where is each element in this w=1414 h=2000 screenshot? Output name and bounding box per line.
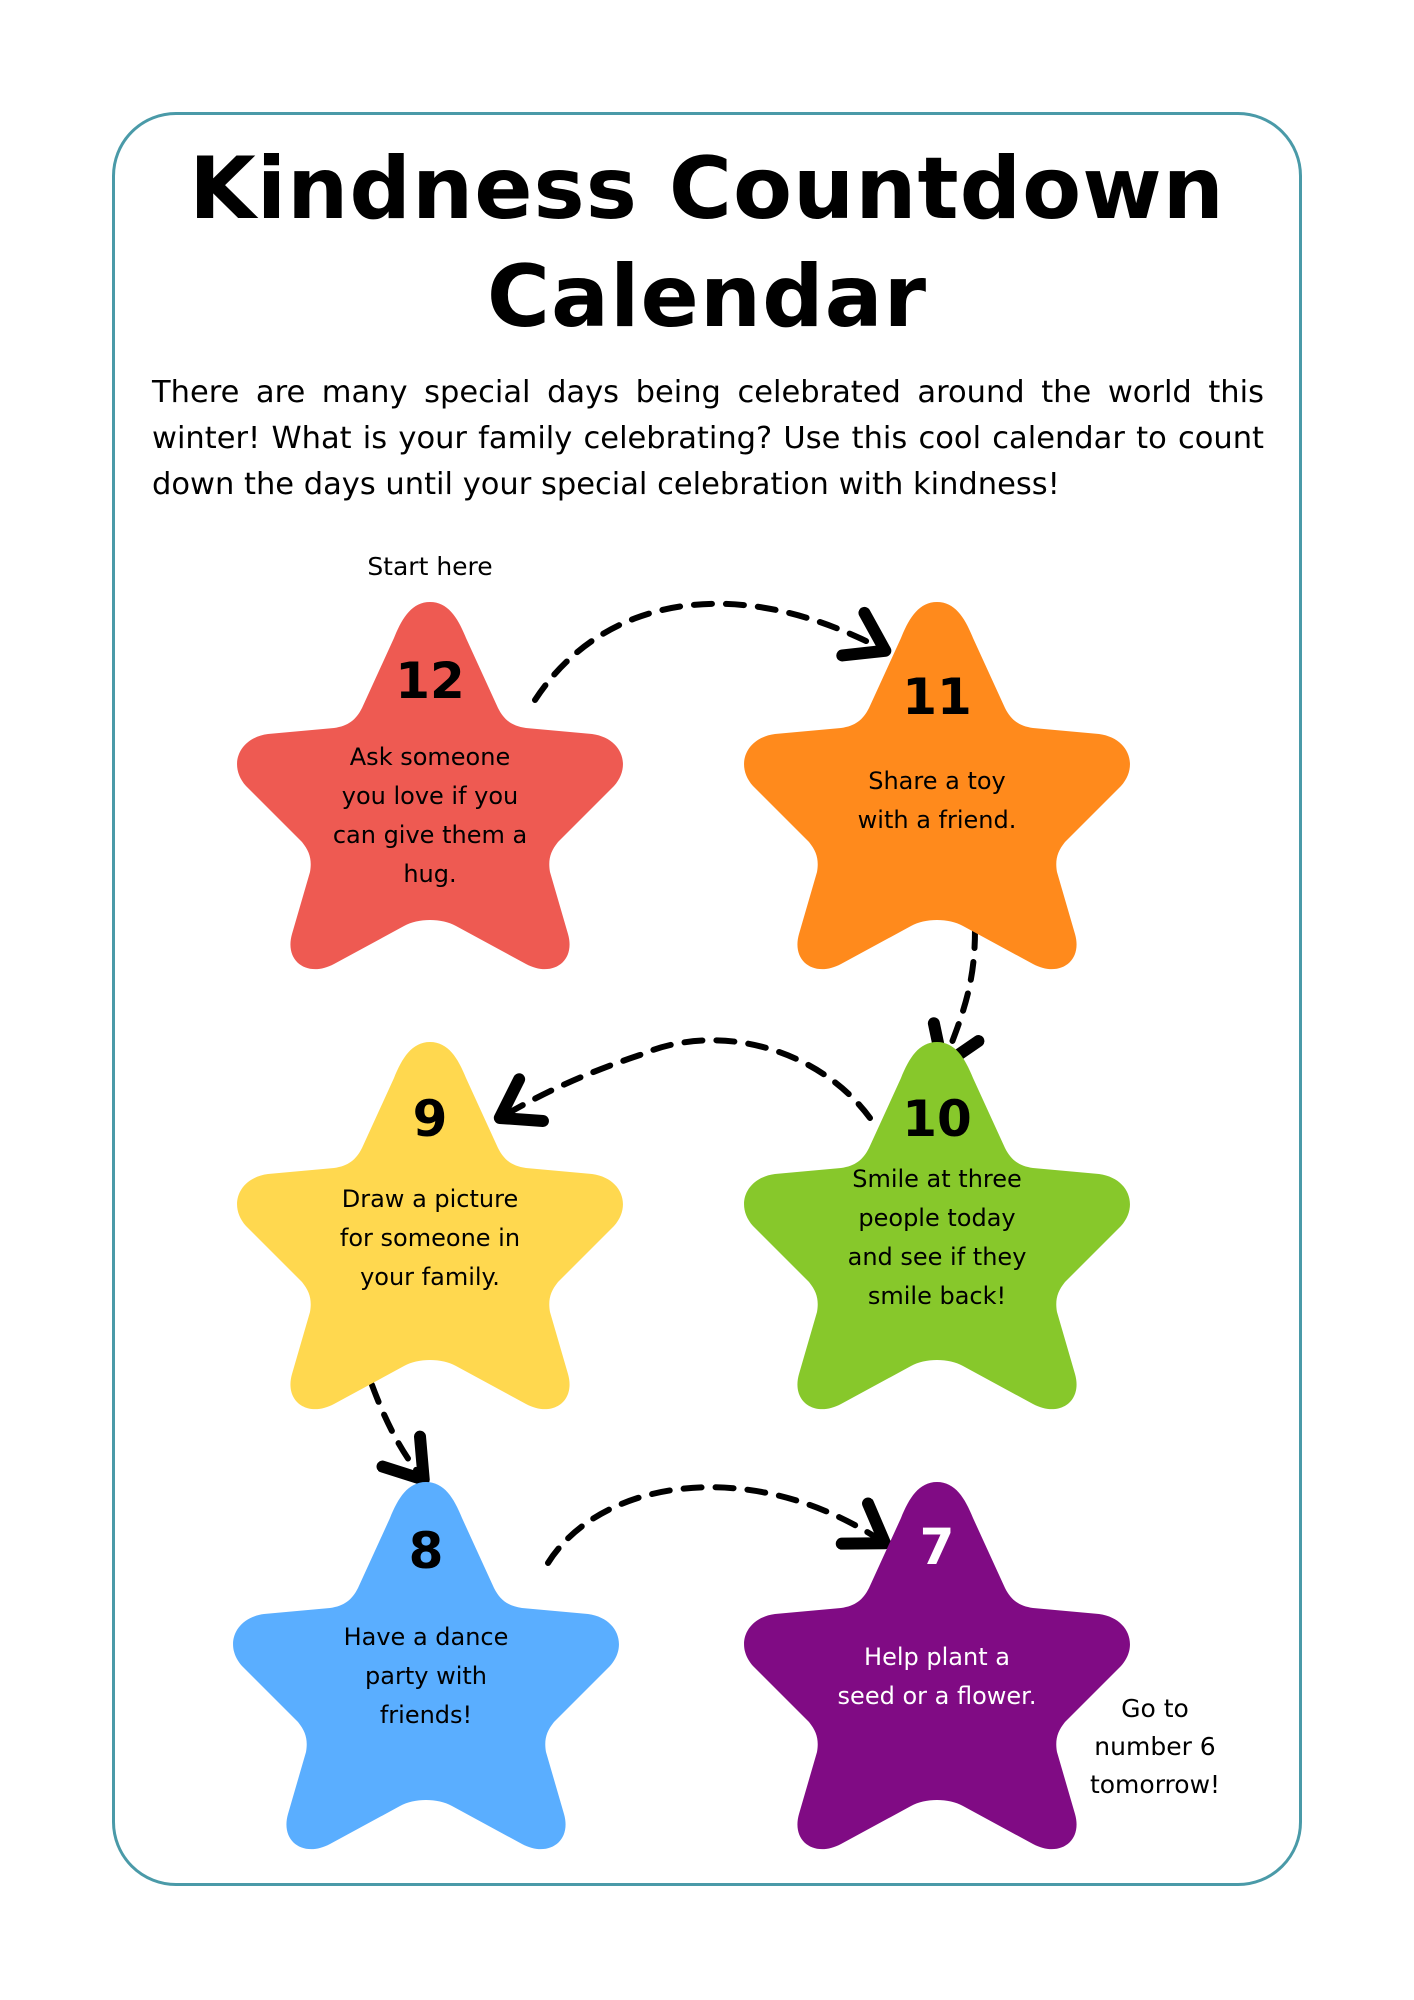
star-day-12 <box>230 590 630 970</box>
day-number: 8 <box>408 1522 444 1580</box>
day-number: 10 <box>902 1090 972 1148</box>
day-number: 11 <box>902 668 972 726</box>
star-text: Help plant a seed or a flower. <box>837 1643 1037 1710</box>
star-text: Share a toy with a friend. <box>857 767 1017 834</box>
star-day-8 <box>226 1470 626 1850</box>
star-text: Smile at three people today and see if they smile back! <box>847 1165 1027 1310</box>
start-here-label: Start here <box>367 552 493 581</box>
title-line-2: Calendar <box>486 247 928 347</box>
star-day-11 <box>737 590 1137 970</box>
page-title <box>0 135 1414 351</box>
title-line-1: Kindness Countdown <box>189 139 1225 239</box>
star-text: Ask someone you love if you can give them a hug. <box>332 743 528 888</box>
star-day-10 <box>737 1030 1137 1410</box>
intro-paragraph: There are many special days being celebrated around the world this winter! What is your family celebrating? Use this cool calendar to count down the days until your special celebration with kindness! <box>152 375 1264 502</box>
star-day-9 <box>230 1030 630 1410</box>
go-to-next-label: Go to number 6 tomorrow! <box>1089 1694 1221 1799</box>
day-number: 7 <box>919 1518 955 1576</box>
day-number: 9 <box>412 1090 448 1148</box>
day-number: 12 <box>395 652 465 710</box>
star-text: Draw a picture for someone in your family. <box>339 1185 521 1291</box>
star-text: Have a dance party with friends! <box>343 1623 509 1729</box>
